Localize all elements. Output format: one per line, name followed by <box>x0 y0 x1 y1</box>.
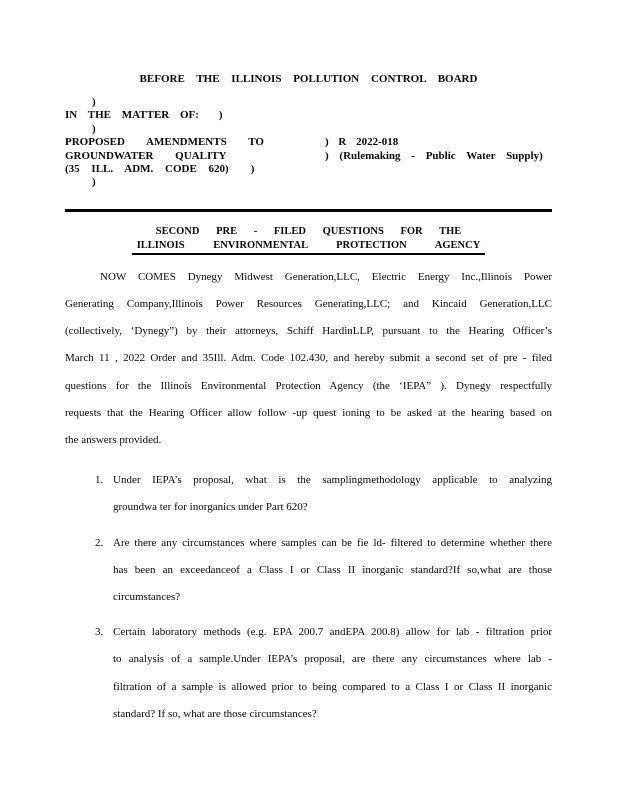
question-line: standard? If so, what are those circumstances? <box>113 707 317 720</box>
caption-divider-rule <box>65 209 552 212</box>
caption-paren: ) <box>92 176 96 189</box>
paragraph-line: Generating Company,Illinois Power Resources Generating,LLC; and Kincaid Generation,LLC <box>65 298 552 311</box>
question-line: groundwa ter for inorganics under Part 620? <box>113 501 308 514</box>
question-line: has been an exceedanceof a Class I or Class II inorganic standard?If so,what are those <box>113 563 552 576</box>
docket-number: ) R 2022-018 <box>325 136 399 149</box>
caption-row <box>65 163 552 176</box>
question-item-2 <box>65 530 552 612</box>
caption-proposed-amendments: PROPOSED AMENDMENTS TO <box>65 136 264 149</box>
question-line: circumstances? <box>113 591 181 604</box>
question-line: to analysis of a sample.Under IEPA’s proposal, are there any circumstances where lab - <box>113 653 552 666</box>
caption-row <box>65 123 552 136</box>
introductory-paragraph <box>65 264 552 454</box>
caption-row <box>65 136 552 149</box>
question-text <box>113 467 552 521</box>
paragraph-line: NOW COMES Dynegy Midwest Generation,LLC, Electric Energy Inc.,Illinois Power <box>100 270 552 283</box>
question-text <box>113 619 552 728</box>
document-title-line1: SECOND PRE - FILED QUESTIONS FOR THE <box>155 225 462 237</box>
caption-paren: ) <box>92 96 96 108</box>
caption-code-citation: (35 ILL. ADM. CODE 620) <box>65 163 229 176</box>
question-item-1 <box>65 467 552 521</box>
question-line: Under IEPA’s proposal, what is the samplingmethodology applicable to analyzing <box>113 474 552 487</box>
rulemaking-type: ) (Rulemaking - Public Water Supply) <box>325 149 543 162</box>
caption-row <box>65 176 552 189</box>
question-list <box>65 467 552 728</box>
caption-row <box>65 150 552 163</box>
question-text <box>113 530 552 612</box>
caption-paren: ) <box>92 122 96 135</box>
paragraph-line: requests that the Hearing Officer allow follow -up quest ioning to be asked at the hearing based on <box>65 406 552 419</box>
question-line: Are there any circumstances where samples can be fie ld- filtered to determine whether there <box>113 536 552 549</box>
caption-groundwater-quality: GROUNDWATER QUALITY <box>65 149 227 162</box>
question-line: Certain laboratory methods (e.g. EPA 200.7 andEPA 200.8) allow for lab - filtration prior <box>113 626 552 639</box>
question-number: 1. <box>95 474 104 487</box>
paragraph-line: the answers provided. <box>65 434 162 447</box>
question-number: 2. <box>95 536 104 549</box>
court-header: BEFORE THE ILLINOIS POLLUTION CONTROL BOARD <box>139 73 478 85</box>
caption-matter-label: IN THE MATTER OF: <box>65 109 199 122</box>
caption-paren: ) <box>218 109 223 122</box>
document-title <box>65 225 552 255</box>
paragraph-line: March 11 , 2022 Order and 35Ill. Adm. Code 102.430, and hereby submit a second set of pre - filed <box>65 352 552 365</box>
paragraph-line: (collectively, ‘Dynegy”) by their attorneys, Schiff HardinLLP, pursuant to the Hearing Officer’s <box>65 325 552 338</box>
document-title-line2 <box>65 239 552 255</box>
question-line: filtration of a sample is allowed prior to being compared to a Class I or Class II inorganic <box>113 680 552 693</box>
caption-row <box>65 96 552 109</box>
question-number: 3. <box>95 626 104 639</box>
caption-paren: ) <box>250 163 255 176</box>
question-item-3 <box>65 619 552 728</box>
case-caption <box>65 96 552 190</box>
paragraph-line: questions for the Illinois Environmental Protection Agency (the ‘IEPA” ). Dynegy respectfully <box>65 379 552 392</box>
caption-row <box>65 109 552 122</box>
document-title-underlined-text: ILLINOIS ENVIRONMENTAL PROTECTION AGENCY <box>132 239 486 255</box>
